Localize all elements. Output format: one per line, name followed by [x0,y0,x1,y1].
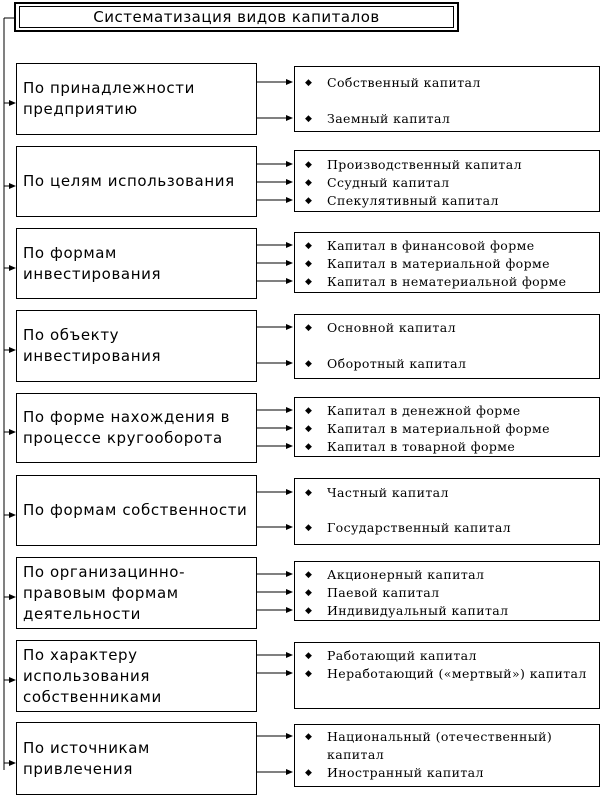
bullet-icon: ◆ [305,196,313,206]
list-item [305,602,593,620]
item-text: Паевой капитал [327,585,440,600]
category-label: По характеру использования собственниками [23,645,162,706]
bullet-icon: ◆ [305,178,313,188]
list-item [305,273,593,291]
bullet-icon: ◆ [305,588,313,598]
items-box [294,561,600,621]
list-item [305,764,593,782]
item-text: Индивидуальный капитал [327,603,509,618]
category-label: По организацинно-правовым формам деятельности [23,562,186,623]
category-label: По формам собственности [23,501,248,519]
bullet-icon: ◆ [305,606,313,616]
item-text: Капитал в материальной форме [327,421,550,436]
items-box [294,724,600,787]
item-text: Капитал в денежной форме [327,403,521,418]
list-item [305,192,593,210]
item-text: Иностранный капитал [327,765,484,780]
category-label: По источникам привлечения [23,738,150,778]
category-label: По принадлежности предприятию [23,79,195,118]
bullet-icon: ◆ [305,523,313,533]
items-box [294,478,600,545]
bullet-icon: ◆ [305,442,313,452]
category-label: По объекту инвестирования [23,326,162,365]
list-item [305,255,593,273]
bullet-icon: ◆ [305,406,313,416]
bullet-icon: ◆ [305,732,313,742]
items-box [294,397,600,457]
item-text: Национальный (отечественный) капитал [327,729,553,762]
category-box [16,475,257,546]
bullet-icon: ◆ [305,241,313,251]
items-box [294,232,600,293]
item-text: Капитал в материальной форме [327,256,550,271]
bullet-icon: ◆ [305,570,313,580]
list-item [305,566,593,584]
list-item [305,420,593,438]
item-text: Государственный капитал [327,520,512,535]
bullet-icon: ◆ [305,651,313,661]
item-text: Капитал в товарной форме [327,439,516,454]
list-item [305,728,593,764]
category-box [16,63,257,135]
item-text: Капитал в финансовой форме [327,238,535,253]
items-box [294,66,600,132]
list-item [305,402,593,420]
bullet-icon: ◆ [305,160,313,170]
category-label: По формам инвестирования [23,243,162,283]
list-item [305,665,593,683]
category-box [16,557,257,629]
list-item [305,355,593,373]
list-item [305,519,593,537]
bullet-icon: ◆ [305,277,313,287]
item-text: Заемный капитал [327,111,451,126]
item-text: Собственный капитал [327,75,481,90]
list-item [305,584,593,602]
list-item [305,74,593,92]
bullet-icon: ◆ [305,323,313,333]
category-box [16,640,257,712]
category-label: По форме нахождения в процессе кругооборота [23,408,231,447]
list-item [305,647,593,665]
bullet-icon: ◆ [305,114,313,124]
items-box [294,642,600,709]
item-text: Капитал в нематериальной форме [327,274,567,289]
list-item [305,110,593,128]
list-item [305,438,593,456]
bullet-icon: ◆ [305,259,313,269]
bullet-icon: ◆ [305,768,313,778]
item-text: Акционерный капитал [327,567,485,582]
items-box [294,314,600,379]
item-text: Работающий капитал [327,648,477,663]
category-box [16,228,257,299]
bullet-icon: ◆ [305,359,313,369]
items-box [294,150,600,212]
bullet-icon: ◆ [305,669,313,679]
item-text: Ссудный капитал [327,175,450,190]
category-box [16,146,257,217]
category-box [16,310,257,382]
diagram-title: Систематизация видов капиталов [19,6,454,28]
item-text: Производственный капитал [327,157,522,172]
category-label: По целям использования [23,172,235,190]
list-item [305,237,593,255]
bullet-icon: ◆ [305,424,313,434]
list-item [305,484,593,502]
bullet-icon: ◆ [305,78,313,88]
item-text: Основной капитал [327,320,456,335]
item-text: Частный капитал [327,485,449,500]
item-text: Оборотный капитал [327,356,467,371]
category-box [16,393,257,463]
bullet-icon: ◆ [305,488,313,498]
list-item [305,319,593,337]
item-text: Спекулятивный капитал [327,193,499,208]
list-item [305,174,593,192]
category-box [16,722,257,795]
item-text: Неработающий («мертвый») капитал [327,666,587,681]
list-item [305,156,593,174]
